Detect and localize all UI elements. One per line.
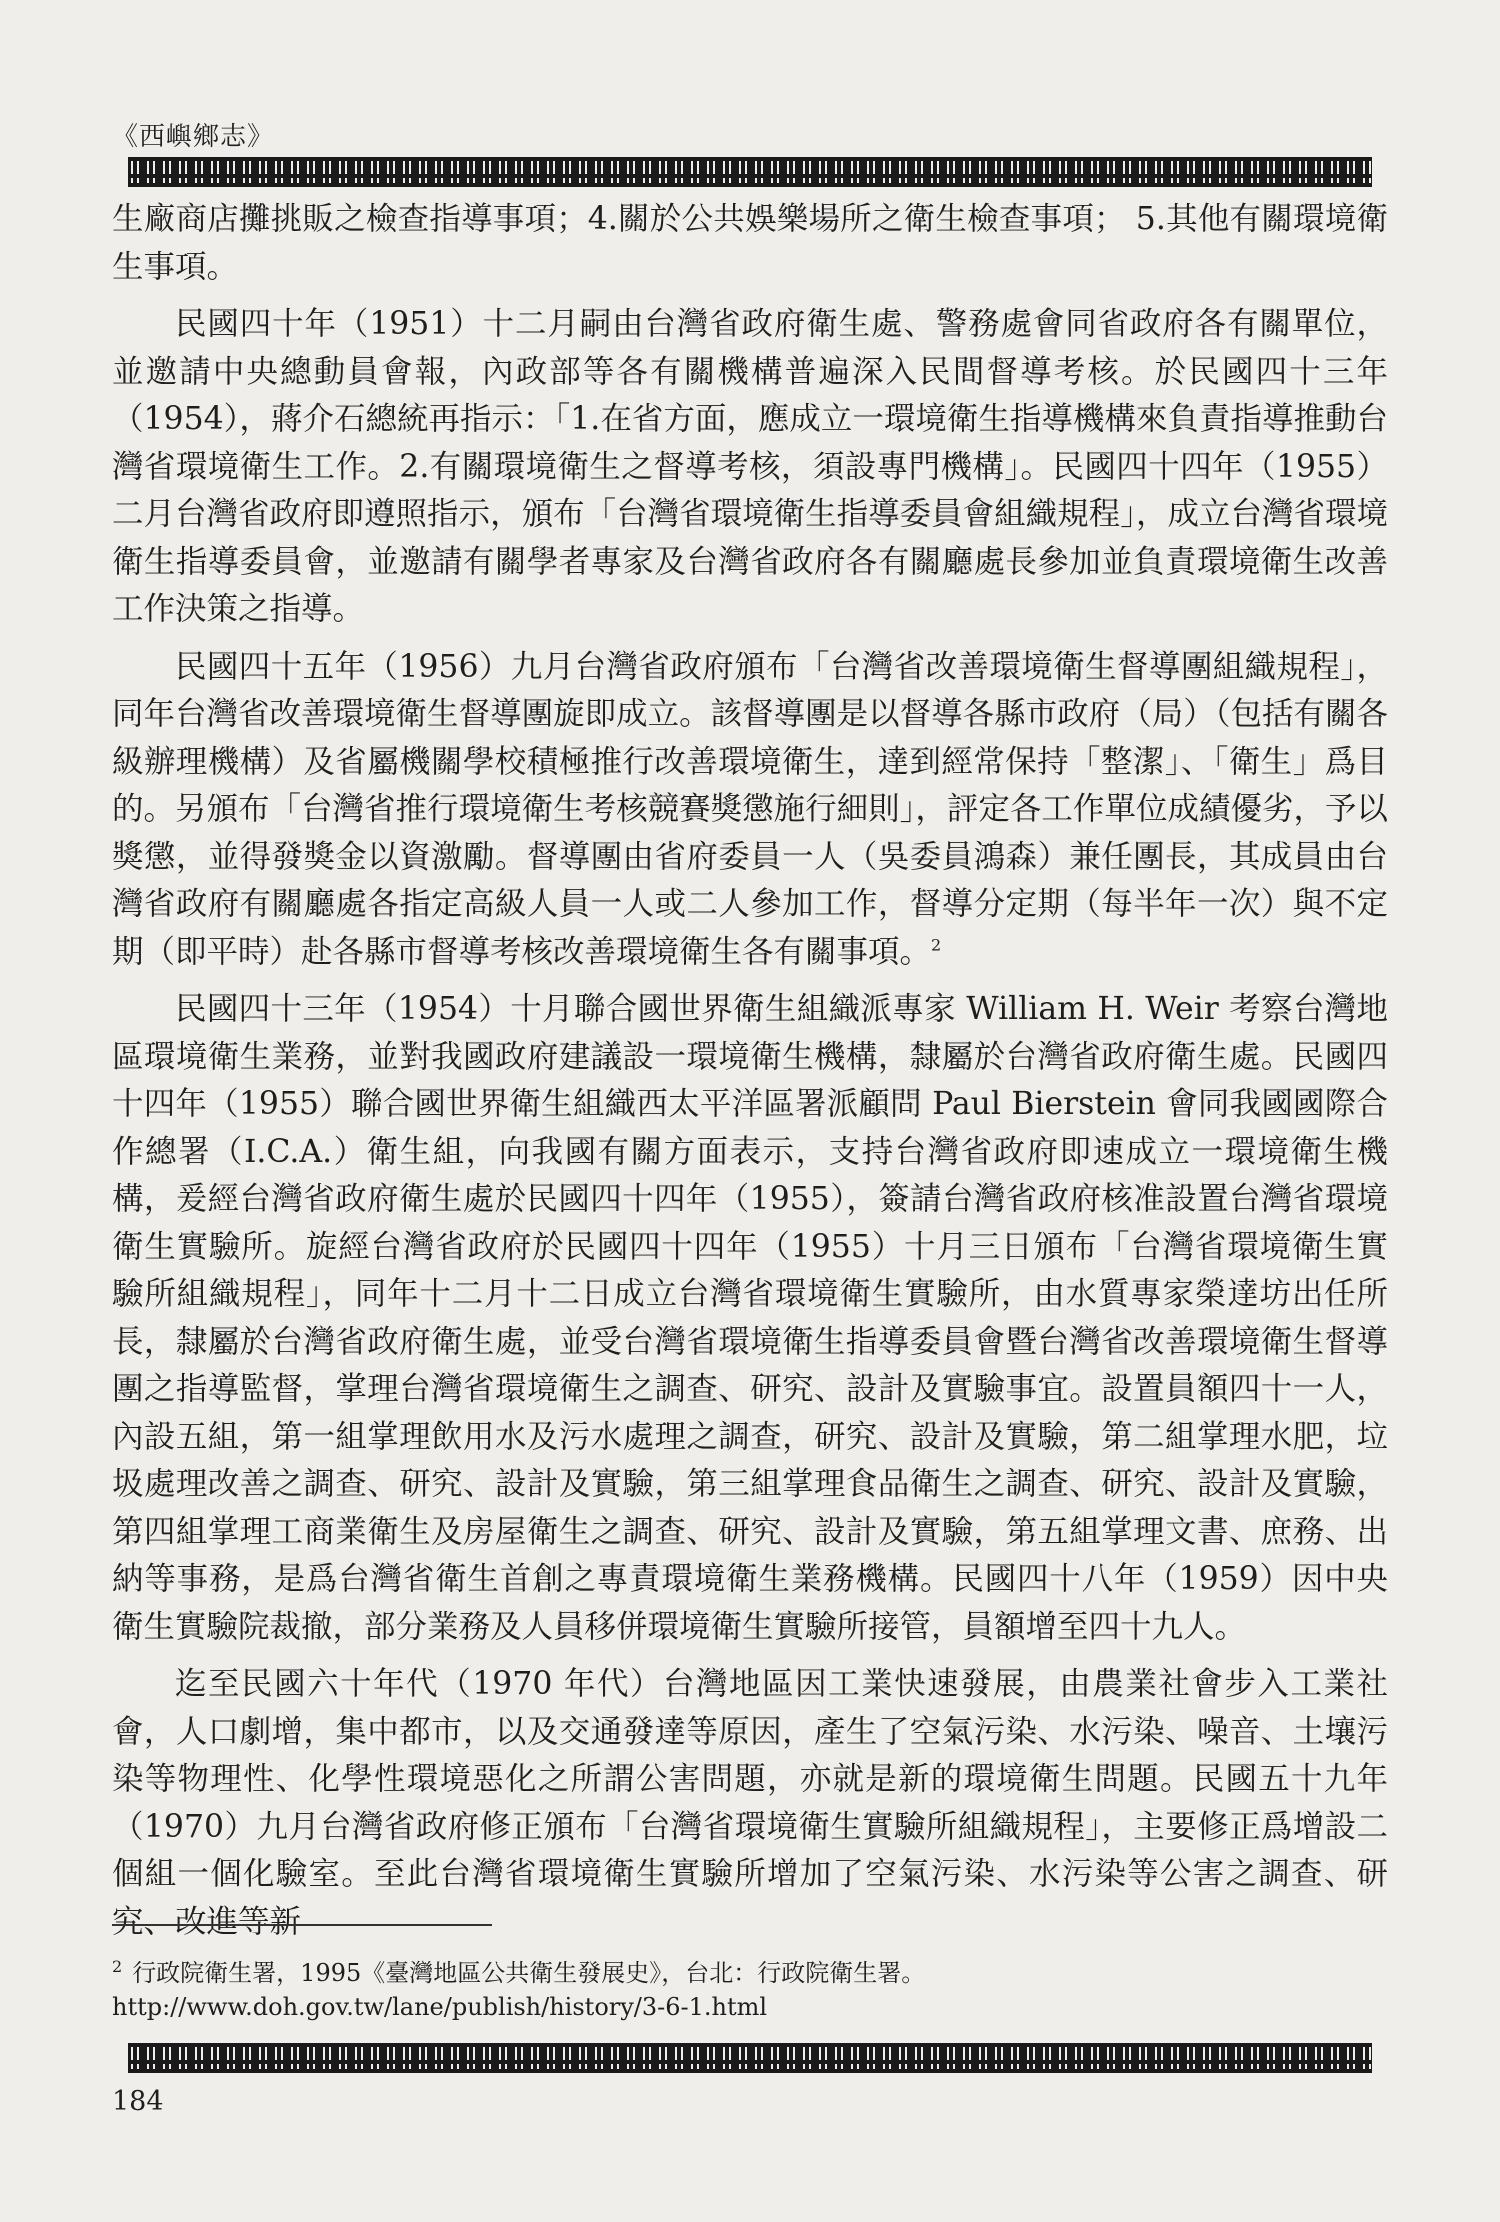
footnote-text: 行政院衛生署，1995《臺灣地區公共衛生發展史》，台北：行政院衛生署。 (132, 1959, 926, 1987)
paragraph-continuation: 生廠商店攤挑販之檢查指導事項；4.關於公共娛樂場所之衛生檢查事項； 5.其他有關環境衛生事項。 (112, 201, 1388, 285)
paragraph: 民國四十年（1951）十二月嗣由台灣省政府衛生處、警務處會同省政府各有關單位，並邀請中央總動員會報，內政部等各有關機構普遍深入民間督導考核。於民國四十三年（1954），蔣介石總統再指示：「1.在省方面，應成立一環境衛生指導機構來負責指導推動台灣省環境衛生工作。2.有關環境衛生之督導考核，須設專門機構」。民國四十四年（1955）二月台灣省政府即遵照指示，頒布「台灣省環境衛生指導委員會組織規程」，成立台灣省環境衛生指導委員會，並邀請有關學者專家及台灣省政府各有關廳處長參加並負責環境衛生改善工作決策之指導。 (112, 306, 1388, 627)
paragraph-text: 民國四十五年（1956）九月台灣省政府頒布「台灣省改善環境衛生督導團組織規程」，同年台灣省改善環境衛生督導團旋即成立。該督導團是以督導各縣市政府（局）（包括有關各級辦理機構）及省屬機關學校積極推行改善環境衛生，達到經常保持「整潔」、「衛生」爲目的。另頒布「台灣省推行環境衛生考核競賽獎懲施行細則」，評定各工作單位成績優劣，予以獎懲，並得發獎金以資激勵。督導團由省府委員一人（吳委員鴻森）兼任團長，其成員由台灣省政府有關廳處各指定高級人員一人或二人參加工作，督導分定期（每半年一次）與不定期（即平時）赴各縣市督導考核改善環境衛生各有關事項。 (112, 648, 1388, 970)
running-head: 《西嶼鄉志》 (112, 122, 275, 152)
main-text (112, 196, 1388, 1956)
footnote-url[interactable]: http://www.doh.gov.tw/lane/publish/history/3-6-1.html (112, 1993, 768, 2021)
bottom-decorative-border (128, 2043, 1372, 2073)
footnote (112, 1956, 1388, 2024)
footnote-separator (112, 1924, 492, 1926)
footnote-mark: 2 (112, 1957, 123, 1976)
paragraph: 迄至民國六十年代（1970 年代）台灣地區因工業快速發展，由農業社會步入工業社會，人口劇增，集中都市，以及交通發達等原因，產生了空氣污染、水污染、噪音、土壤污染等物理性、化學性環境惡化之所謂公害問題，亦就是新的環境衛生問題。民國五十九年（1970）九月台灣省政府修正頒布「台灣省環境衛生實驗所組織規程」，主要修正爲增設二個組一個化驗室。至此台灣省環境衛生實驗所增加了空氣污染、水污染等公害之調查、研究、改進等新 (112, 1666, 1388, 1940)
footnote-reference[interactable]: 2 (931, 935, 942, 954)
paragraph: 民國四十三年（1954）十月聯合國世界衛生組織派專家 William H. Weir 考察台灣地區環境衛生業務，並對我國政府建議設一環境衛生機構，隸屬於台灣省政府衛生處。民國四十四年（1955）聯合國世界衛生組織西太平洋區署派顧問 Paul Bierstein 會同我國國際合作總署（I.C.A.）衛生組，向我國有關方面表示，支持台灣省政府即速成立一環境衛生機構，爰經台灣省政府衛生處於民國四十四年（1955），簽請台灣省政府核准設置台灣省環境衛生實驗所。旋經台灣省政府於民國四十四年（1955）十月三日頒布「台灣省環境衛生實驗所組織規程」，同年十二月十二日成立台灣省環境衛生實驗所，由水質專家榮達坊出任所長，隸屬於台灣省政府衛生處，並受台灣省環境衛生指導委員會暨台灣省改善環境衛生督導團之指導監督，掌理台灣省環境衛生之調查、研究、設計及實驗事宜。設置員額四十一人，內設五組，第一組掌理飲用水及污水處理之調查，研究、設計及實驗，第二組掌理水肥，垃圾處理改善之調查、研究、設計及實驗，第三組掌理食品衛生之調查、研究、設計及實驗，第四組掌理工商業衛生及房屋衛生之調查、研究、設計及實驗，第五組掌理文書、庶務、出納等事務，是爲台灣省衛生首創之專責環境衛生業務機構。民國四十八年（1959）因中央衛生實驗院裁撤，部分業務及人員移併環境衛生實驗所接管，員額增至四十九人。 (112, 991, 1388, 1645)
top-decorative-border (128, 157, 1372, 187)
footnote-citation (112, 1956, 1388, 1990)
paragraph (112, 644, 1388, 977)
page-number: 184 (112, 2086, 164, 2117)
